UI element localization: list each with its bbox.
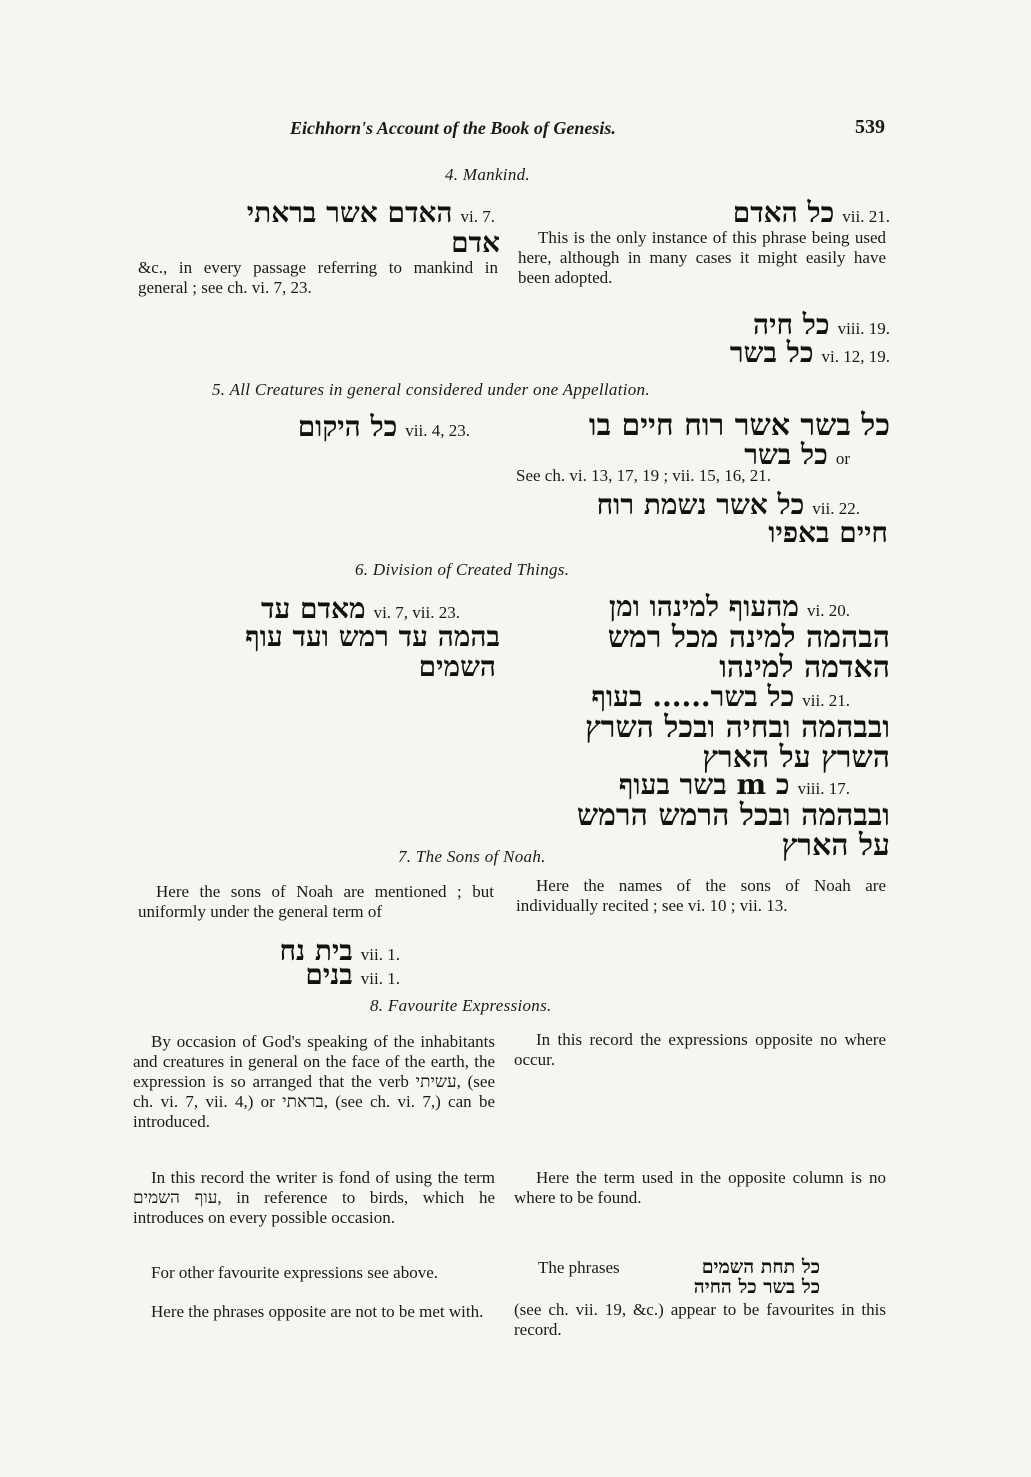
s5-right-heb-2: כל בשר: [744, 438, 828, 471]
section-6-title: 6. Division of Created Things.: [355, 560, 570, 579]
s4-left-heb-2: אדם: [451, 226, 500, 259]
s5-right-heb-3: כל אשר נשמת רוח: [596, 488, 805, 521]
s4-right-heb-line-1: [560, 196, 890, 230]
s6-right-heb-line-1: [505, 590, 850, 624]
s6-right-heb-8: ובבהמה ובכל הרמש הרמש: [576, 798, 890, 833]
s6-right-heb-line-7: [495, 768, 850, 802]
s7-left-heb-1: בית נח: [279, 934, 353, 967]
s5-right-ref-3: vii. 22.: [812, 499, 860, 518]
s7-left-heb-line-2: [220, 958, 400, 992]
s6-right-heb-line-4: [495, 680, 850, 714]
s5-right-see: See ch. vi. 13, 17, 19 ; vii. 15, 16, 21.: [516, 466, 771, 485]
s4-right-heb-line-3: [560, 336, 890, 370]
s6-right-ref-1: vi. 20.: [807, 601, 850, 620]
s6-right-heb-1: מהעוף למינהו ומן: [608, 590, 800, 623]
s4-left-heb-line-1: [135, 196, 495, 230]
page-number: 539: [855, 116, 885, 138]
s4-right-heb-1: כל האדם: [732, 196, 835, 229]
s4-right-ref-3: vi. 12, 19.: [821, 347, 890, 366]
s6-left-heb-2: בהמה עד רמש ועד עוף: [245, 620, 500, 653]
s6-right-heb-4: כל בשר...... בעוף: [591, 680, 795, 713]
s6-right-ref-7: viii. 17.: [797, 779, 850, 798]
section-8-title: 8. Favourite Expressions.: [370, 996, 552, 1015]
s5-left-ref: vii. 4, 23.: [405, 421, 470, 440]
s4-right-heb-3: כל בשר: [729, 336, 814, 369]
s6-left-heb-3: השמים: [418, 650, 496, 683]
s8-p2-left: In this record the writer is fond of using the term עוף השמים, in reference to birds, which he introduces on every possible occasion.: [133, 1168, 495, 1227]
s6-right-heb-3: האדמה למינהו: [719, 650, 890, 685]
s5-right-heb-1: כל בשר אשר רוח חיים בו: [588, 408, 890, 443]
s7-right-text: Here the names of the sons of Noah are individually recited ; see vi. 10 ; vii. 13.: [516, 876, 886, 915]
s6-right-heb-2: הבהמה למינה מכל רמש: [607, 620, 890, 655]
s6-right-ref-4: vii. 21.: [802, 691, 850, 710]
s4-right-ref-2: viii. 19.: [837, 319, 890, 338]
s6-right-heb-6: השרץ על הארץ: [702, 740, 890, 775]
s8-p3-right-heb-1: כל תחת השמים: [701, 1256, 820, 1278]
s6-right-heb-7: כ ‎m‎ בשר בעוף: [618, 768, 790, 801]
s4-left-ref-1: vi. 7.: [460, 207, 495, 226]
s8-p1-right: In this record the expressions opposite no where occur.: [514, 1030, 886, 1069]
section-7-title: 7. The Sons of Noah.: [398, 847, 546, 866]
s8-p1-left: By occasion of God's speaking of the inhabitants and creatures in general on the face of the earth, the expression is so arranged that the verb עשיתי, (see ch. vi. 7, vii. 4,) or בראתי, (see ch. vi. 7,) can be introduced.: [133, 1032, 495, 1131]
s4-right-text: This is the only instance of this phrase being used here, although in many cases it might easily have been adopted.: [518, 228, 886, 287]
s4-left-text: &c., in every passage referring to mankind in general ; see ch. vi. 7, 23.: [138, 258, 498, 297]
running-title: Eichhorn's Account of the Book of Genesis.: [290, 118, 616, 138]
s8-p2-right: Here the term used in the opposite column is no where to be found.: [514, 1168, 886, 1207]
s7-left-ref-1: vii. 1.: [360, 945, 400, 964]
s8-p3-right-text: (see ch. vii. 19, &c.) appear to be favourites in this record.: [514, 1300, 886, 1339]
s7-left-ref-2: vii. 1.: [360, 969, 400, 988]
s6-left-heb-1: מאדם עד: [261, 592, 366, 625]
s5-right-heb-4: חיים באפיו: [768, 516, 888, 549]
s8-p4-left: Here the phrases opposite are not to be met with.: [151, 1302, 484, 1321]
s8-p3-left: For other favourite expressions see above.: [151, 1263, 439, 1282]
s4-right-heb-2: כל חיה: [753, 308, 830, 341]
s6-right-heb-9: על הארץ: [781, 828, 890, 863]
section-4-title: 4. Mankind.: [445, 165, 530, 184]
s5-right-or: or: [835, 449, 850, 468]
s7-left-heb-2: בנים: [305, 958, 353, 991]
s4-right-ref-1: vii. 21.: [842, 207, 890, 226]
s5-left-heb: כל היקום: [297, 410, 398, 443]
s8-p3-right-heb-2: כל בשר כל החיה: [693, 1276, 820, 1298]
s5-left-heb-line: [200, 410, 470, 444]
s8-p3-right-label: The phrases: [538, 1258, 620, 1277]
section-5-title: 5. All Creatures in general considered under one Appellation.: [212, 380, 650, 399]
s7-left-text: Here the sons of Noah are mentioned ; but uniformly under the general term of: [138, 882, 494, 921]
s4-left-heb-1: האדם אשר בראתי: [246, 196, 453, 229]
s6-left-ref: vi. 7, vii. 23.: [373, 603, 460, 622]
s6-right-heb-5: ובבהמה ובחיה ובכל השרץ: [585, 710, 890, 745]
